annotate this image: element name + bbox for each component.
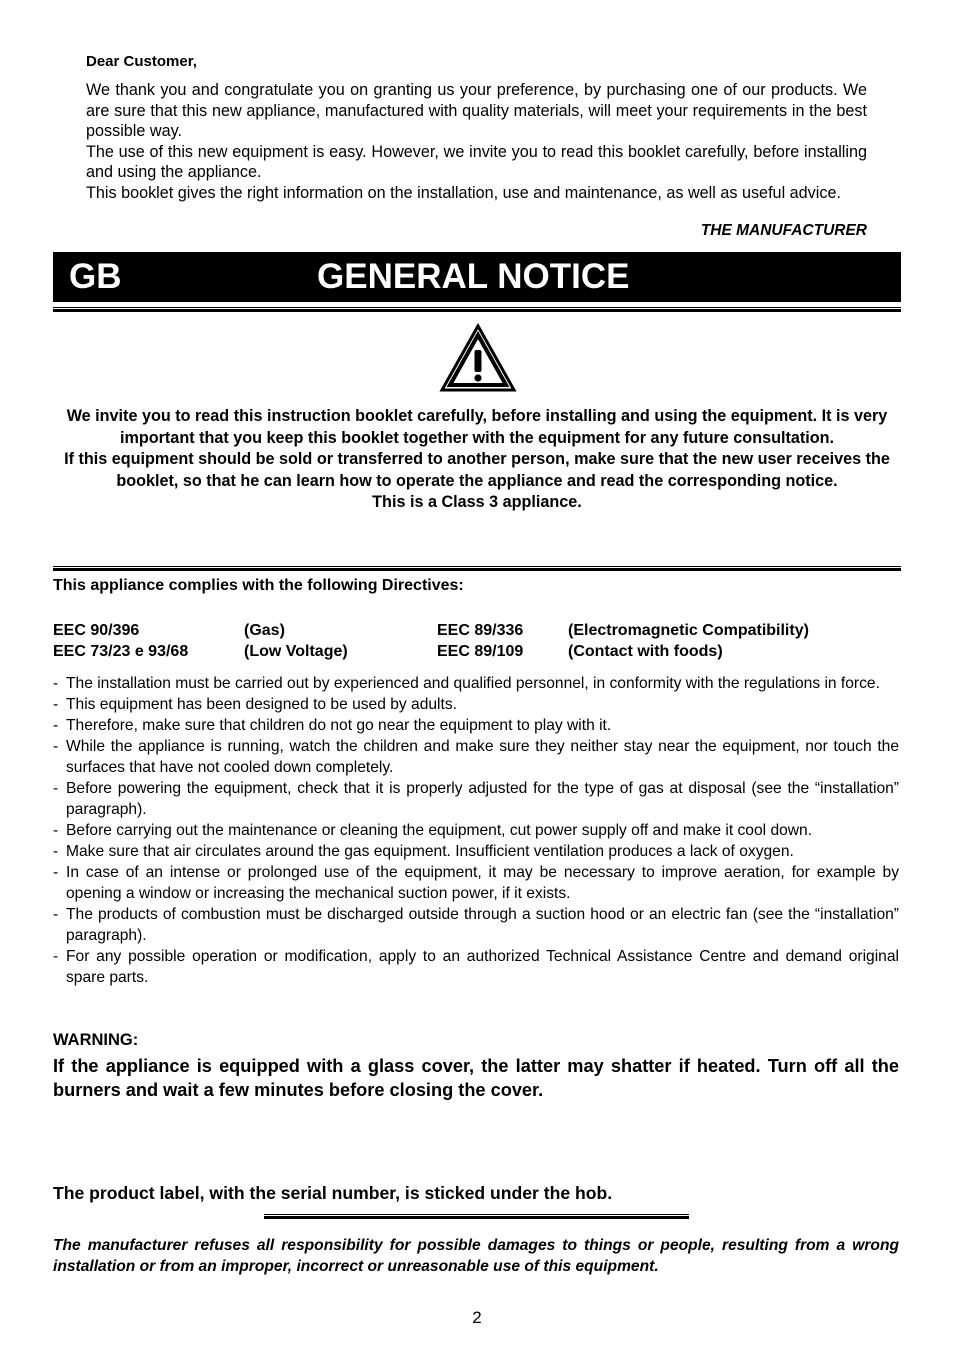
directive-code: EEC 89/109 (437, 643, 524, 660)
safety-list (53, 673, 899, 988)
intro-paragraph: The use of this new equipment is easy. However, we invite you to read this booklet carefully, before installing and using the appliance. (86, 142, 867, 182)
bullet-marker: - (53, 780, 59, 797)
warning-triangle-icon (439, 323, 517, 393)
list-item (53, 946, 899, 988)
bullet-marker: - (53, 843, 59, 860)
list-item-text: The products of combustion must be discharged outside through a suction hood or an electric fan (see the “installation” paragraph). (66, 906, 899, 944)
list-item (53, 778, 899, 820)
directives-table (53, 620, 901, 662)
list-item-text: Before carrying out the maintenance or cleaning the equipment, cut power supply off and make it cool down. (66, 822, 813, 839)
directive-description: (Contact with foods) (568, 643, 723, 660)
list-item (53, 673, 899, 694)
greeting: Dear Customer, (86, 53, 197, 70)
general-notice-text (53, 406, 901, 514)
directive-row (53, 620, 901, 641)
warning-label: WARNING: (53, 1031, 139, 1049)
directive-code: EEC 73/23 e 93/68 (53, 643, 189, 660)
intro-paragraph: This booklet gives the right information on the installation, use and maintenance, as well as useful advice. (86, 183, 841, 202)
list-item-text: Make sure that air circulates around the gas equipment. Insufficient ventilation produces a lack of oxygen. (66, 843, 794, 860)
intro-paragraph: We thank you and congratulate you on granting us your preference, by purchasing one of our products. We are sure that this new appliance, manufactured with quality materials, will meet your requirements in the best possible way. (86, 81, 867, 141)
list-item (53, 694, 899, 715)
bullet-marker: - (53, 906, 59, 923)
directive-description: (Electromagnetic Compatibility) (568, 622, 809, 639)
product-label-note: The product label, with the serial number, is sticked under the hob. (53, 1183, 613, 1203)
divider (53, 566, 901, 571)
list-item-text: Therefore, make sure that children do not go near the equipment to play with it. (66, 717, 612, 734)
disclaimer: The manufacturer refuses all responsibility for possible damages to things or people, resulting from a wrong installation or from an improper, incorrect or unreasonable use of this equipment. (53, 1237, 899, 1275)
list-item (53, 736, 899, 778)
notice-line: We invite you to read this instruction booklet carefully, before installing and using the equipment. It is very important that you keep this booklet together with the equipment for any future consultation. (66, 407, 888, 447)
directive-description: (Low Voltage) (244, 643, 348, 660)
notice-line: This is a Class 3 appliance. (372, 493, 582, 511)
bullet-marker: - (53, 822, 59, 839)
bullet-marker: - (53, 675, 59, 692)
notice-line: If this equipment should be sold or transferred to another person, make sure that the new user receives the booklet, so that he can learn how to operate the appliance and read the corresponding notice. (64, 450, 890, 490)
list-item (53, 904, 899, 946)
bullet-marker: - (53, 696, 59, 713)
intro-letter (86, 52, 867, 204)
list-item-text: Before powering the equipment, check that it is properly adjusted for the type of gas at disposal (see the “installation” paragraph). (66, 780, 899, 818)
bullet-marker: - (53, 717, 59, 734)
list-item (53, 715, 899, 736)
list-item-text: This equipment has been designed to be used by adults. (66, 696, 457, 713)
directive-description: (Gas) (244, 622, 285, 639)
warning-text: If the appliance is equipped with a glass cover, the latter may shatter if heated. Turn off all the burners and wait a few minutes before closing the cover. (53, 1056, 899, 1100)
directive-row (53, 641, 901, 662)
directive-code: EEC 89/336 (437, 622, 524, 639)
list-item (53, 841, 899, 862)
directive-code: EEC 90/396 (53, 622, 140, 639)
divider (53, 307, 901, 312)
list-item (53, 820, 899, 841)
page-number: 2 (472, 1308, 482, 1327)
list-item-text: For any possible operation or modification, apply to an authorized Technical Assistance Centre and demand original spare parts. (66, 948, 899, 986)
section-header (53, 252, 901, 302)
bullet-marker: - (53, 864, 59, 881)
section-title: GENERAL NOTICE (317, 257, 630, 296)
list-item (53, 862, 899, 904)
bullet-marker: - (53, 738, 59, 755)
list-item-text: The installation must be carried out by experienced and qualified personnel, in conformity with the regulations in force. (66, 675, 880, 692)
list-item-text: In case of an intense or prolonged use of the equipment, it may be necessary to improve aeration, for example by opening a window or increasing the mechanical suction power, if it exists. (66, 864, 899, 902)
divider (264, 1214, 689, 1219)
signature: THE MANUFACTURER (700, 222, 867, 239)
bullet-marker: - (53, 948, 59, 965)
directives-heading: This appliance complies with the following Directives: (53, 577, 464, 594)
language-code: GB (69, 257, 122, 296)
list-item-text: While the appliance is running, watch the children and make sure they neither stay near the equipment, nor touch the surfaces that have not cooled down completely. (66, 738, 899, 776)
